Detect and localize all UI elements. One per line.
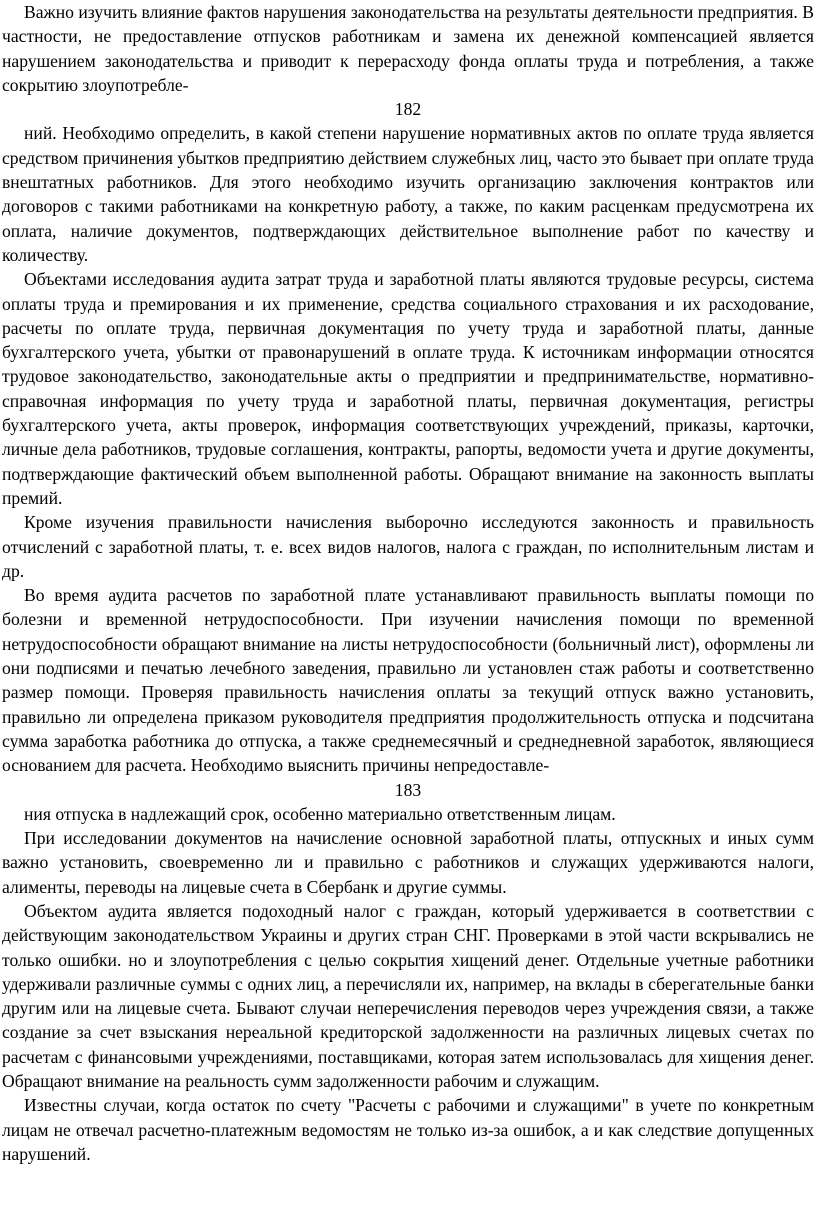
paragraph-income-tax: Объектом аудита является подоходный налог с граждан, который удерживается в соответствии с действующим законодательством Украины и других стран СНГ. Проверками в этой части вскрывались не только ошибки. но и злоупотребления с целью сокрытия хищений денег. Отдельные учетные работники удерживали различные суммы с одних лиц, а перечисляли их, например, на вклады в сберегательные банки другим или на лицевые счета. Бывают случаи неперечисления переводов через учреждения связи, а также создание за счет взыскания нереальной кредиторской задолженности на различных лицевых счетах по расчетам с финансовыми учреждениями, поставщиками, которая затем использовалась для хищения денег. Обращают внимание на реальность сумм задолженности рабочим и служащим. xyxy=(2,900,814,1092)
paragraph-sick-leave: Во время аудита расчетов по заработной плате устанавливают правильность выплаты помощи по болезни и временной нетрудоспособности. При изучении начисления помощи по временной нетрудоспособности обращают внимание на листы нетрудоспособности (больничный лист), оформлены ли они подписями и печатью лечебного заведения, правильно ли установлен стаж работы и соответственно размер помощи. Проверяя правильность начисления оплаты за текущий отпуск важно установить, правильно ли определена приказом руководителя предприятия продолжительность отпуска и подсчитана сумма заработка работника до отпуска, а также среднемесячный и среднедневной заработок, являющиеся основанием для расчета. Необходимо выяснить причины непредоставле- xyxy=(2,585,814,776)
paragraph-continuation-losses: ний. Необходимо определить, в какой степени нарушение нормативных актов по оплате труда является средством причинения убытков предприятию действием служебных лиц, часто это бывает при оплате труда внештатных работников. Для этого необходимо изучить организацию заключения контрактов или договоров с такими работниками на конкретную работу, а также, по каким расценкам предусмотрена их оплата, наличие документов, подтверждающих действительное выполнение работ по качеству и количеству. xyxy=(2,123,814,265)
paragraph-continuation-vacation: ния отпуска в надлежащий срок, особенно материально ответственным лицам. xyxy=(24,803,616,824)
paragraph-vacation-violations: Важно изучить влияние фактов нарушения законодательства на результаты деятельности предприятия. В частности, не предоставление отпусков работникам и замена их денежной компенсацией является нарушением законодательства и приводит к перерасходу фонда оплаты труда и потребления, а также сокрытию злоупотребле- xyxy=(2,2,814,95)
paragraph-audit-objects: Объектами исследования аудита затрат труда и заработной платы являются трудовые ресурсы, система оплаты труда и премирования и их применение, средства социального страхования и их расходование, расчеты по оплате труда, первичная документация по учету труда и заработной платы, данные бухгалтерского учета, убытки от правонарушений в оплате труда. К источникам информации относятся трудовое законодательство, законодательные акты о предприятии и предпринимательстве, нормативно-справочная информация по учету труда и заработной платы, первичная документация, регистры бухгалтерского учета, акты проверок, информация соответствующих учреждений, приказы, карточки, личные дела работников, трудовые соглашения, контракты, рапорты, ведомости учета и другие документы, подтверждающие фактический объем выполненной работы. Обращают внимание на законность выплаты премий. xyxy=(2,269,814,508)
paragraph-withholdings: При исследовании документов на начисление основной заработной платы, отпускных и иных сумм важно установить, своевременно ли и правильно с работников и служащих удерживаются налоги, алименты, переводы на лицевые счета в Сбербанк и другие суммы. xyxy=(2,828,814,897)
paragraph-account-balance: Известны случаи, когда остаток по счету "Расчеты с рабочими и служащими" в учете по конкретным лицам не отвечал расчетно-платежным ведомостям не только из-за ошибок, а и как следствие допущенных нарушений. xyxy=(2,1095,814,1164)
page-number-183: 183 xyxy=(394,779,422,800)
page-number-182: 182 xyxy=(394,99,422,120)
paragraph-deductions: Кроме изучения правильности начисления выборочно исследуются законность и правильность отчислений с заработной платы, т. е. всех видов налогов, налога с граждан, по исполнительным листам и др. xyxy=(2,512,814,581)
